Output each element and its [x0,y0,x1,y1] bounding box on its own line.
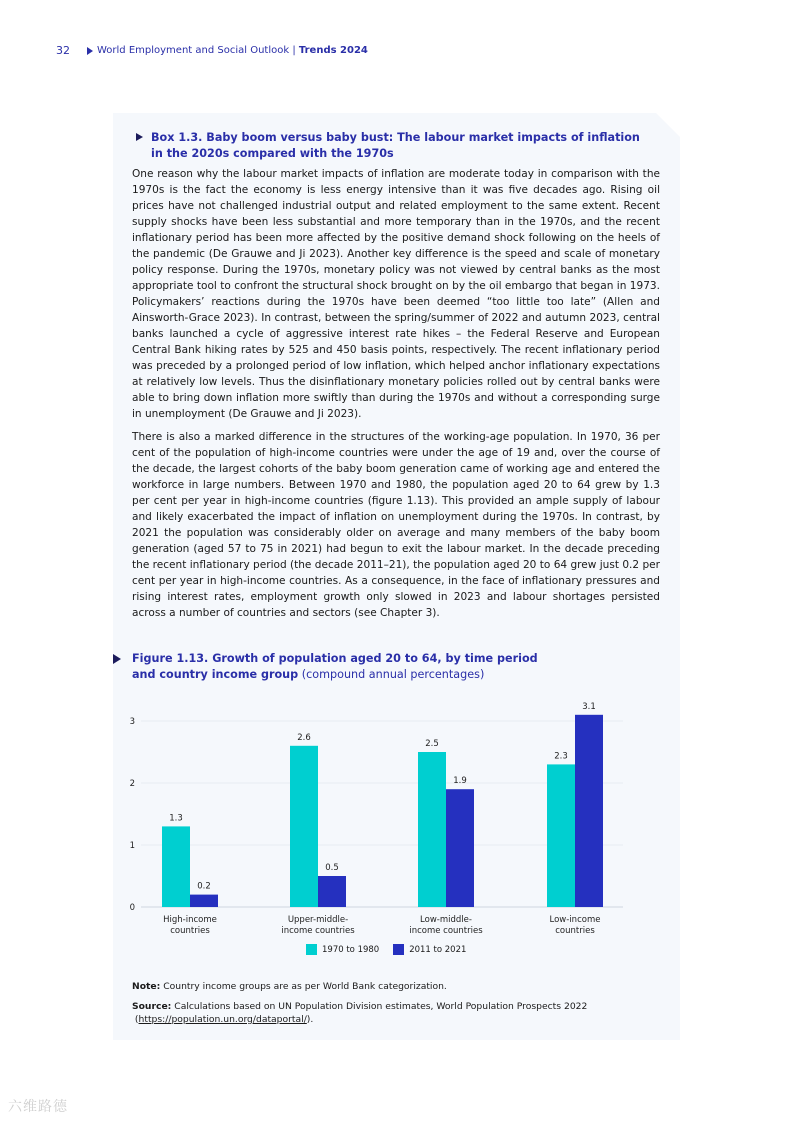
legend-item [393,944,466,955]
y-tick-label: 0 [129,903,135,913]
page-header [0,44,793,62]
box-paragraph-1: One reason why the labour market impacts of inflation are moderate today in comparison with the 1970s is the fact the economy is less energy intensive than it was five decades ago. Rising oil prices have not challenged industrial output and related employment to the same extent. Recent supply shocks have been less substantial and more temporary than in the 1970s, and the recent inflationary period has been more affected by the positive demand shock following on the heels of the pandemic (De Grauwe and Ji 2023). Another key difference is the speed and scale of monetary policy response. During the 1970s, monetary policy was not viewed by central banks as the most appropriate tool to confront the structural shock brought on by the oil embargo that began in 1973. Policymakers’ reactions during the 1970s have been deemed “too little too late” (Allen and Ainsworth-Grace 2023). In contrast, between the spring/summer of 2022 and autumn 2023, central banks launched a cycle of aggressive interest rate hikes – the Federal Reserve and European Central Bank hiking rates by 525 and 450 basis points, respectively. The recent inflationary period was preceded by a prolonged period of low inflation, which helped anchor inflationary expectations at relatively low levels. Thus the disinflationary monetary policies rolled out by central banks were able to bring down inflation more swiftly than during the 1970s and without a corresponding surge in unemployment (De Grauwe and Ji 2023). [132,168,660,420]
bar-2011-2021 [318,876,346,907]
source-close: ). [306,1014,314,1025]
figure-title-line2: and country income group [132,667,299,681]
chart-legend [306,944,480,955]
page-number: 32 [56,44,70,57]
bar-1970-1980 [418,752,446,907]
figure-title-line1: Figure 1.13. Growth of population aged 20 to 64, by time period [132,652,538,665]
source-link[interactable]: https://population.un.org/dataportal/ [138,1014,307,1025]
bar-2011-2021 [190,895,218,907]
header-separator: | [292,45,296,56]
edition-name: Trends 2024 [298,45,368,56]
source-label: Source: [132,1001,172,1012]
bar-chart [113,690,643,940]
data-label: 1.9 [453,776,467,787]
figure-note [132,980,652,993]
x-tick-label: countries [555,926,595,936]
data-label: 1.3 [169,813,183,824]
data-label: 0.5 [325,863,339,873]
legend-swatch [306,944,317,955]
data-label: 0.2 [197,881,211,892]
box-title-line1: Box 1.3. Baby boom versus baby bust: The labour market impacts of inflation [151,131,640,144]
watermark-logo: 六维路德 [8,1099,68,1115]
bar-2011-2021 [446,789,474,907]
x-tick-label: Low-middle- [420,915,472,925]
box-title-line2: in the 2020s compared with the 1970s [151,147,394,160]
source-text: Calculations based on UN Population Division estimates, World Population Prospects 2022 [174,1001,588,1012]
triangle-bullet-icon [87,47,93,55]
legend-label: 2011 to 2021 [409,944,467,955]
bar-1970-1980 [162,826,190,907]
box-paragraph-2: There is also a marked difference in the structures of the working-age population. In 1970, 36 per cent of the population of high-income countries were under the age of 19 and, over the course of the decade, the largest cohorts of the baby boom generation came of working age and entered the workforce in large numbers. Between 1970 and 1980, the population aged 20 to 64 grew by 1.3 per cent per year in high-income countries (figure 1.13). This provided an ample supply of labour and likely exacerbated the impact of inflation on unemployment during the 1970s. In contrast, by 2021 the population was considerably older on average and many members of the baby boom generation (aged 57 to 75 in 2021) had begun to exit the labour market. In the decade preceding the recent inflationary period (the decade 2011–21), the population aged 20 to 64 grew just 0.2 per cent per year in high-income countries. As a consequence, in the face of inflationary pressures and rising interest rates, employment growth only slowed in 2023 and labour shortages persisted across a number of countries and sectors (see Chapter 3). [132,431,660,619]
x-tick-label: Upper-middle- [287,915,349,925]
note-label: Note: [132,981,161,992]
bar-2011-2021 [575,715,603,907]
bar-1970-1980 [547,764,575,907]
data-label: 2.5 [425,739,439,749]
figure-title-suffix: (compound annual percentages) [301,667,485,681]
data-label: 3.1 [582,701,596,712]
data-label: 2.6 [297,732,311,743]
x-tick-label: income countries [281,926,355,936]
bar-1970-1980 [290,746,318,907]
x-tick-label: income countries [409,926,483,936]
y-tick-label: 3 [129,717,135,727]
y-tick-label: 1 [129,841,135,851]
note-text: Country income groups are as per World Bank categorization. [163,981,447,992]
figure-source: Source: Calculations based on UN Population Division estimates, World Population Prospects 2022 (https://population.un.org/dataportal/). [132,1001,588,1025]
running-title [97,45,368,56]
legend-label: 1970 to 1980 [322,944,380,955]
x-tick-label: countries [170,926,210,936]
data-label: 2.3 [554,751,568,762]
x-tick-label: Low-income [549,915,601,925]
figure-title [132,651,652,682]
publication-name: World Employment and Social Outlook [97,45,290,56]
figure-triangle-icon [113,654,121,664]
legend-swatch [393,944,404,955]
x-tick-label: High-income [163,915,217,925]
legend-item [306,944,379,955]
y-tick-label: 2 [129,779,135,789]
box-title [151,130,651,162]
box-triangle-icon [136,133,143,141]
